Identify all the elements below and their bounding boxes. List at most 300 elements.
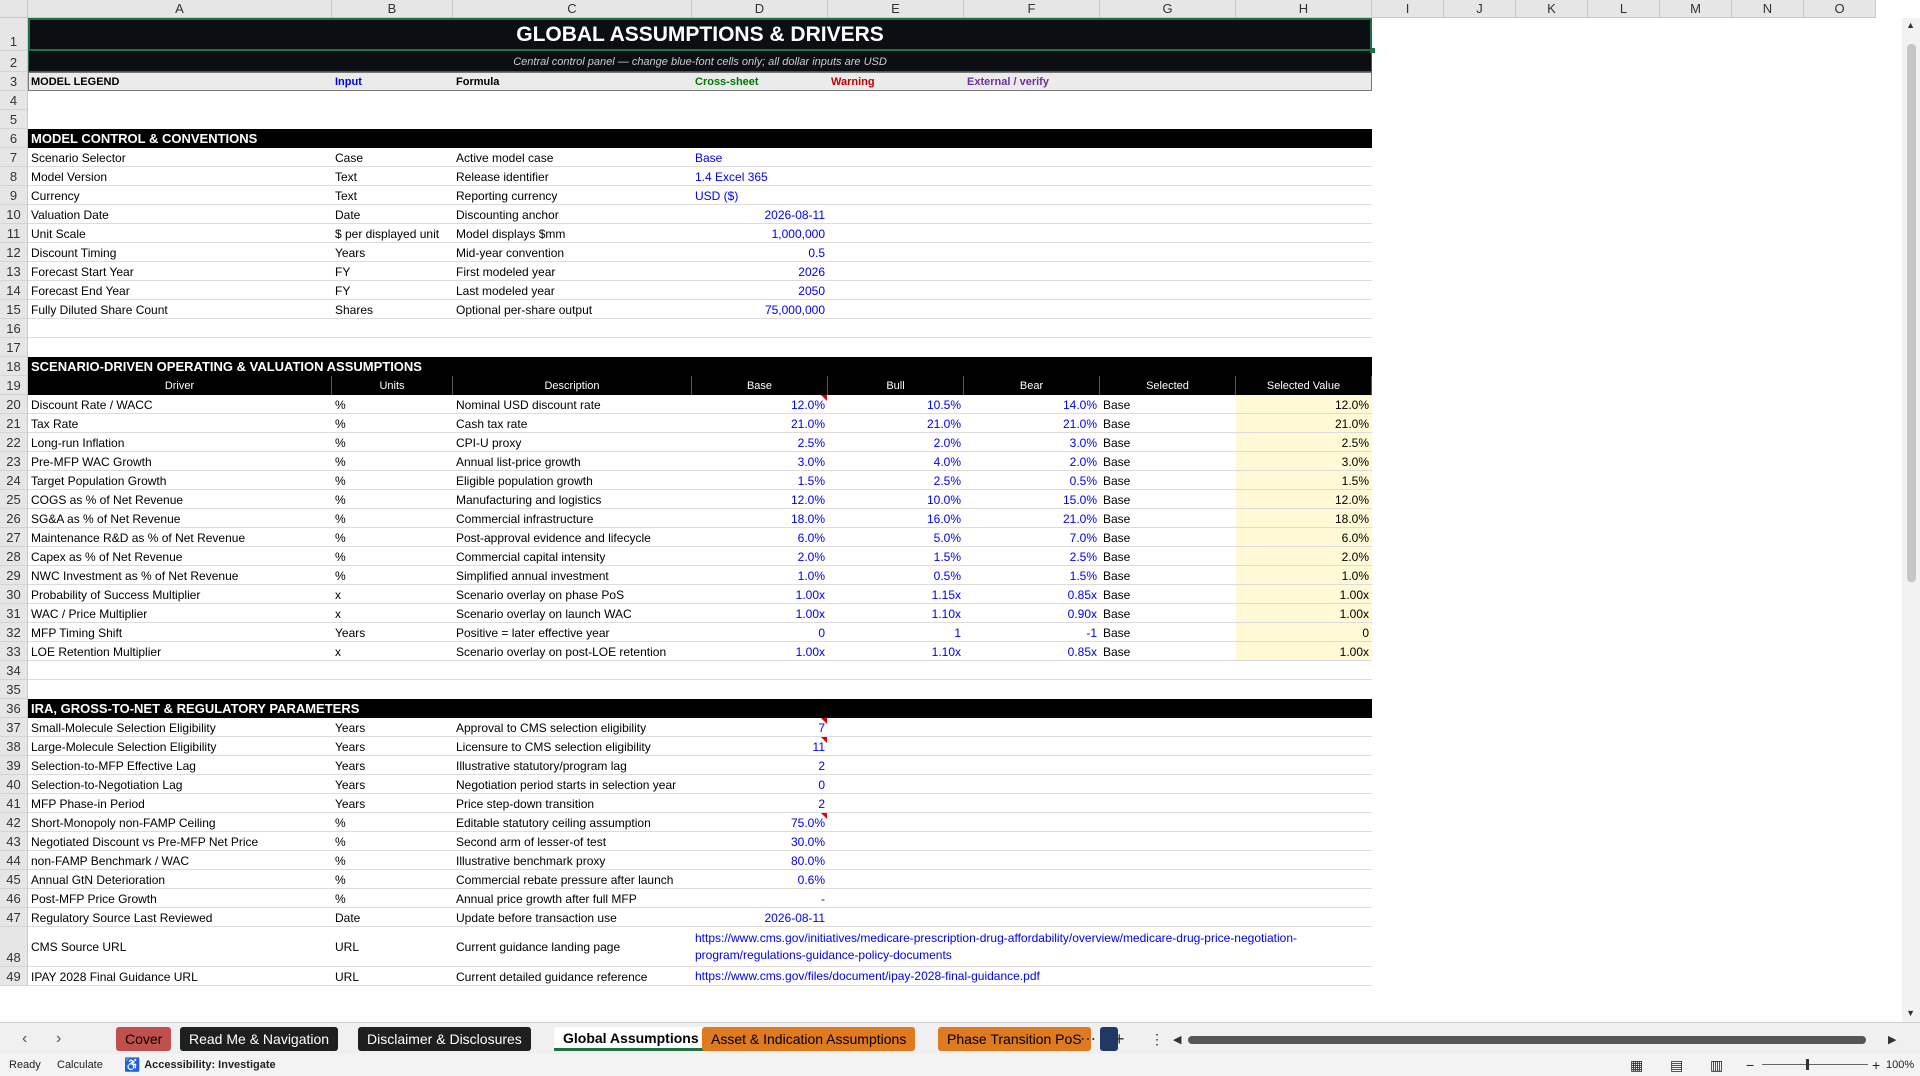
unit-cell[interactable]: %: [335, 511, 346, 526]
description-cell[interactable]: Model displays $mm: [456, 226, 566, 241]
description-cell[interactable]: Illustrative statutory/program lag: [456, 758, 627, 773]
scroll-down-icon[interactable]: ▼: [1906, 1008, 1915, 1018]
driver-name[interactable]: WAC / Price Multiplier: [31, 606, 148, 621]
row-header[interactable]: 40: [0, 775, 28, 794]
sheet-subtitle[interactable]: Central control panel — change blue-font cells only; all dollar inputs are USD: [513, 55, 887, 68]
input-value[interactable]: 0.5: [808, 245, 825, 260]
driver-name[interactable]: Pre-MFP WAC Growth: [31, 454, 152, 469]
input-value[interactable]: Base: [695, 150, 723, 165]
driver-name[interactable]: Currency: [31, 188, 80, 203]
bear-value[interactable]: 0.85x: [1067, 644, 1097, 659]
legend-formula[interactable]: Formula: [456, 75, 500, 88]
row-header[interactable]: 44: [0, 851, 28, 870]
input-value[interactable]: 2026: [798, 264, 825, 279]
bear-value[interactable]: 0.85x: [1067, 587, 1097, 602]
column-label[interactable]: Base: [692, 376, 828, 395]
description-cell[interactable]: Manufacturing and logistics: [456, 492, 602, 507]
source-url-link[interactable]: [692, 967, 1372, 986]
description-cell[interactable]: Annual list-price growth: [456, 454, 581, 469]
parameter-name[interactable]: Short-Monopoly non-FAMP Ceiling: [31, 815, 216, 830]
unit-cell[interactable]: Text: [335, 188, 358, 203]
selected-value[interactable]: 1.00x: [1339, 587, 1369, 602]
input-value[interactable]: 75,000,000: [764, 302, 825, 317]
comment-indicator-icon[interactable]: [821, 718, 827, 724]
row-header[interactable]: 47: [0, 908, 28, 927]
accessibility-status[interactable]: ♿ Accessibility: Investigate: [124, 1057, 276, 1072]
row-header[interactable]: 28: [0, 547, 28, 566]
row-header[interactable]: 38: [0, 737, 28, 756]
zoom-slider[interactable]: [1762, 1064, 1868, 1065]
row-header[interactable]: 32: [0, 623, 28, 642]
selected-value[interactable]: 6.0%: [1341, 530, 1369, 545]
description-cell[interactable]: Illustrative benchmark proxy: [456, 853, 606, 868]
column-header[interactable]: M: [1660, 0, 1732, 18]
sheet-tab[interactable]: Phase Transition PoS: [938, 1027, 1091, 1051]
description-cell[interactable]: Mid-year convention: [456, 245, 565, 260]
column-header[interactable]: F: [964, 0, 1100, 18]
row-header[interactable]: 35: [0, 680, 28, 699]
bull-value[interactable]: 10.0%: [926, 492, 961, 507]
bull-value[interactable]: 1.10x: [931, 606, 961, 621]
driver-name[interactable]: Forecast Start Year: [31, 264, 134, 279]
driver-name[interactable]: Model Version: [31, 169, 108, 184]
description-cell[interactable]: Current detailed guidance reference: [456, 969, 648, 984]
description-cell[interactable]: Editable statutory ceiling assumption: [456, 815, 651, 830]
selected-case[interactable]: Base: [1103, 473, 1131, 488]
unit-cell[interactable]: %: [335, 530, 346, 545]
description-cell[interactable]: Current guidance landing page: [456, 940, 621, 954]
comment-indicator-icon[interactable]: [821, 737, 827, 743]
row-header[interactable]: 23: [0, 452, 28, 471]
unit-cell[interactable]: %: [335, 568, 346, 583]
base-value[interactable]: 21.0%: [790, 416, 825, 431]
description-cell[interactable]: Second arm of lesser-of test: [456, 834, 607, 849]
description-cell[interactable]: Last modeled year: [456, 283, 555, 298]
row-header[interactable]: 11: [0, 224, 28, 243]
unit-cell[interactable]: %: [335, 815, 346, 830]
description-cell[interactable]: Price step-down transition: [456, 796, 595, 811]
description-cell[interactable]: Cash tax rate: [456, 416, 528, 431]
bear-value[interactable]: 2.5%: [1069, 549, 1097, 564]
selected-value[interactable]: 1.00x: [1339, 644, 1369, 659]
url-line[interactable]: program/regulations-guidance-policy-documents: [695, 948, 952, 962]
input-value[interactable]: 2026-08-11: [764, 207, 825, 222]
column-header[interactable]: O: [1804, 0, 1876, 18]
source-url-link[interactable]: [692, 927, 1372, 967]
driver-name[interactable]: SG&A as % of Net Revenue: [31, 511, 181, 526]
hscroll-right-icon[interactable]: ▶: [1888, 1033, 1897, 1046]
description-cell[interactable]: Simplified annual investment: [456, 568, 609, 583]
normal-view-icon[interactable]: ▦: [1630, 1056, 1644, 1073]
row-header[interactable]: 16: [0, 319, 28, 338]
bull-value[interactable]: 1.10x: [931, 644, 961, 659]
driver-name[interactable]: Discount Rate / WACC: [31, 397, 153, 412]
parameter-name[interactable]: Small-Molecule Selection Eligibility: [31, 720, 216, 735]
unit-cell[interactable]: Years: [335, 777, 366, 792]
selected-case[interactable]: Base: [1103, 587, 1131, 602]
row-header[interactable]: 7: [0, 148, 28, 167]
bear-value[interactable]: -1: [1086, 625, 1097, 640]
unit-cell[interactable]: %: [335, 872, 346, 887]
description-cell[interactable]: Reporting currency: [456, 188, 558, 203]
row-header[interactable]: 1: [0, 18, 28, 51]
column-label[interactable]: Driver: [28, 376, 332, 395]
unit-cell[interactable]: Years: [335, 739, 366, 754]
driver-name[interactable]: NWC Investment as % of Net Revenue: [31, 568, 239, 583]
description-cell[interactable]: Licensure to CMS selection eligibility: [456, 739, 651, 754]
unit-cell[interactable]: URL: [335, 969, 360, 984]
comment-indicator-icon[interactable]: [821, 813, 827, 819]
selected-case[interactable]: Base: [1103, 397, 1131, 412]
base-value[interactable]: 1.00x: [795, 587, 825, 602]
sheet-tab[interactable]: Read Me & Navigation: [180, 1027, 338, 1051]
column-header[interactable]: J: [1444, 0, 1516, 18]
input-value[interactable]: 0.6%: [797, 872, 825, 887]
column-label[interactable]: Description: [453, 376, 692, 395]
selected-case[interactable]: Base: [1103, 435, 1131, 450]
bull-value[interactable]: 0.5%: [933, 568, 961, 583]
legend-warning[interactable]: Warning: [831, 75, 875, 88]
unit-cell[interactable]: %: [335, 473, 346, 488]
column-header[interactable]: B: [332, 0, 453, 18]
selected-value[interactable]: 12.0%: [1334, 397, 1369, 412]
column-header[interactable]: E: [828, 0, 964, 18]
row-header[interactable]: 31: [0, 604, 28, 623]
column-label[interactable]: Bear: [964, 376, 1100, 395]
input-value[interactable]: 2050: [798, 283, 825, 298]
column-label[interactable]: Selected Value: [1236, 376, 1372, 395]
description-cell[interactable]: Post-approval evidence and lifecycle: [456, 530, 651, 545]
selected-case[interactable]: Base: [1103, 549, 1131, 564]
url-line[interactable]: https://www.cms.gov/initiatives/medicare-prescription-drug-affordability/overview/medicare-drug-price-negotiation-: [695, 931, 1298, 945]
driver-name[interactable]: Capex as % of Net Revenue: [31, 549, 183, 564]
selected-value[interactable]: 2.5%: [1341, 435, 1369, 450]
unit-cell[interactable]: Case: [335, 150, 364, 165]
unit-cell[interactable]: Years: [335, 245, 366, 260]
base-value[interactable]: 0: [818, 625, 825, 640]
selected-case[interactable]: Base: [1103, 530, 1131, 545]
input-value[interactable]: 11: [812, 739, 825, 754]
row-header[interactable]: 13: [0, 262, 28, 281]
selected-case[interactable]: Base: [1103, 511, 1131, 526]
unit-cell[interactable]: x: [335, 644, 341, 659]
unit-cell[interactable]: Date: [335, 207, 361, 222]
zoom-level[interactable]: 100%: [1886, 1059, 1915, 1071]
column-header[interactable]: I: [1372, 0, 1444, 18]
more-sheets-icon[interactable]: ⋯: [1080, 1031, 1096, 1048]
url-line[interactable]: https://www.cms.gov/files/document/ipay-2028-final-guidance.pdf: [695, 969, 1040, 983]
add-sheet-icon[interactable]: +: [1114, 1028, 1125, 1049]
row-header[interactable]: 20: [0, 395, 28, 414]
input-value[interactable]: -: [821, 891, 825, 906]
page-layout-icon[interactable]: ▤: [1670, 1056, 1684, 1073]
fill-handle[interactable]: [1370, 48, 1375, 53]
description-cell[interactable]: Commercial rebate pressure after launch: [456, 872, 674, 887]
legend-label[interactable]: MODEL LEGEND: [31, 75, 120, 88]
selected-value[interactable]: 2.0%: [1341, 549, 1369, 564]
selected-value[interactable]: 12.0%: [1334, 492, 1369, 507]
row-header[interactable]: 9: [0, 186, 28, 205]
input-value[interactable]: 7: [818, 720, 825, 735]
parameter-name[interactable]: Large-Molecule Selection Eligibility: [31, 739, 217, 754]
bull-value[interactable]: 5.0%: [933, 530, 961, 545]
selected-value[interactable]: 21.0%: [1334, 416, 1369, 431]
row-header[interactable]: 4: [0, 91, 28, 110]
description-cell[interactable]: Eligible population growth: [456, 473, 593, 488]
column-header[interactable]: H: [1236, 0, 1372, 18]
unit-cell[interactable]: FY: [335, 264, 351, 279]
column-label[interactable]: Units: [332, 376, 453, 395]
bear-value[interactable]: 15.0%: [1062, 492, 1097, 507]
base-value[interactable]: 12.0%: [790, 492, 825, 507]
row-header[interactable]: 19: [0, 376, 28, 395]
description-cell[interactable]: CPI-U proxy: [456, 435, 522, 450]
parameter-name[interactable]: IPAY 2028 Final Guidance URL: [31, 969, 198, 984]
input-value[interactable]: 2026-08-11: [764, 910, 825, 925]
unit-cell[interactable]: Text: [335, 169, 358, 184]
description-cell[interactable]: Commercial capital intensity: [456, 549, 606, 564]
driver-name[interactable]: LOE Retention Multiplier: [31, 644, 162, 659]
row-header[interactable]: 18: [0, 357, 28, 376]
bear-value[interactable]: 3.0%: [1069, 435, 1097, 450]
unit-cell[interactable]: $ per displayed unit: [335, 226, 440, 241]
column-header[interactable]: D: [692, 0, 828, 18]
unit-cell[interactable]: %: [335, 891, 346, 906]
unit-cell[interactable]: %: [335, 454, 346, 469]
bull-value[interactable]: 2.0%: [933, 435, 961, 450]
parameter-name[interactable]: Selection-to-MFP Effective Lag: [31, 758, 196, 773]
row-header[interactable]: 21: [0, 414, 28, 433]
row-header[interactable]: 42: [0, 813, 28, 832]
row-header[interactable]: 46: [0, 889, 28, 908]
unit-cell[interactable]: x: [335, 587, 341, 602]
input-value[interactable]: 2: [818, 796, 825, 811]
description-cell[interactable]: Active model case: [456, 150, 554, 165]
unit-cell[interactable]: FY: [335, 283, 351, 298]
base-value[interactable]: 1.00x: [795, 644, 825, 659]
hscroll-left-icon[interactable]: ◀: [1173, 1033, 1182, 1046]
sheet-tab[interactable]: Cover: [116, 1027, 171, 1051]
base-value[interactable]: 3.0%: [797, 454, 825, 469]
scroll-tabs-right-icon[interactable]: ›: [56, 1030, 62, 1047]
vertical-scrollbar-thumb[interactable]: [1907, 44, 1916, 582]
description-cell[interactable]: First modeled year: [456, 264, 556, 279]
column-label[interactable]: Selected: [1100, 376, 1236, 395]
selected-case[interactable]: Base: [1103, 416, 1131, 431]
row-header[interactable]: 14: [0, 281, 28, 300]
bear-value[interactable]: 21.0%: [1062, 416, 1097, 431]
row-header[interactable]: 12: [0, 243, 28, 262]
column-header[interactable]: A: [28, 0, 332, 18]
selected-case[interactable]: Base: [1103, 492, 1131, 507]
column-header[interactable]: G: [1100, 0, 1236, 18]
bear-value[interactable]: 1.5%: [1069, 568, 1097, 583]
input-value[interactable]: 75.0%: [790, 815, 825, 830]
base-value[interactable]: 1.00x: [795, 606, 825, 621]
column-header[interactable]: C: [453, 0, 692, 18]
row-header[interactable]: 41: [0, 794, 28, 813]
description-cell[interactable]: Optional per-share output: [456, 302, 593, 317]
driver-name[interactable]: Probability of Success Multiplier: [31, 587, 201, 602]
unit-cell[interactable]: %: [335, 549, 346, 564]
column-header[interactable]: L: [1588, 0, 1660, 18]
base-value[interactable]: 1.0%: [797, 568, 825, 583]
row-header[interactable]: 2: [0, 51, 28, 72]
description-cell[interactable]: Scenario overlay on phase PoS: [456, 587, 625, 602]
input-value[interactable]: 30.0%: [790, 834, 825, 849]
sheet-title[interactable]: GLOBAL ASSUMPTIONS & DRIVERS: [516, 22, 884, 46]
base-value[interactable]: 12.0%: [790, 397, 825, 412]
row-header[interactable]: 17: [0, 338, 28, 357]
row-header[interactable]: 33: [0, 642, 28, 661]
input-value[interactable]: 80.0%: [790, 853, 825, 868]
selected-value[interactable]: 1.00x: [1339, 606, 1369, 621]
unit-cell[interactable]: %: [335, 435, 346, 450]
legend-external[interactable]: External / verify: [967, 75, 1049, 88]
bull-value[interactable]: 10.5%: [926, 397, 961, 412]
row-header[interactable]: 15: [0, 300, 28, 319]
zoom-out-icon[interactable]: −: [1746, 1057, 1755, 1073]
tab-options-icon[interactable]: ⋮: [1150, 1030, 1164, 1047]
parameter-name[interactable]: Post-MFP Price Growth: [31, 891, 157, 906]
selected-case[interactable]: Base: [1103, 606, 1131, 621]
description-cell[interactable]: Negotiation period starts in selection year: [456, 777, 677, 792]
legend-cross-sheet[interactable]: Cross-sheet: [695, 75, 759, 88]
bear-value[interactable]: 21.0%: [1062, 511, 1097, 526]
base-value[interactable]: 2.0%: [797, 549, 825, 564]
driver-name[interactable]: Scenario Selector: [31, 150, 126, 165]
column-header[interactable]: K: [1516, 0, 1588, 18]
description-cell[interactable]: Scenario overlay on launch WAC: [456, 606, 632, 621]
legend-input[interactable]: Input: [335, 75, 362, 88]
driver-name[interactable]: Unit Scale: [31, 226, 86, 241]
driver-name[interactable]: Long-run Inflation: [31, 435, 125, 450]
parameter-name[interactable]: CMS Source URL: [31, 940, 127, 954]
base-value[interactable]: 18.0%: [790, 511, 825, 526]
row-header[interactable]: 26: [0, 509, 28, 528]
row-header[interactable]: 29: [0, 566, 28, 585]
description-cell[interactable]: Scenario overlay on post-LOE retention: [456, 644, 667, 659]
driver-name[interactable]: COGS as % of Net Revenue: [31, 492, 184, 507]
unit-cell[interactable]: Shares: [335, 302, 374, 317]
driver-name[interactable]: Valuation Date: [31, 207, 109, 222]
row-header[interactable]: 22: [0, 433, 28, 452]
driver-name[interactable]: Discount Timing: [31, 245, 117, 260]
driver-name[interactable]: Maintenance R&D as % of Net Revenue: [31, 530, 246, 545]
selected-case[interactable]: Base: [1103, 625, 1131, 640]
description-cell[interactable]: Commercial infrastructure: [456, 511, 594, 526]
scroll-tabs-left-icon[interactable]: ‹: [22, 1030, 28, 1047]
zoom-slider-thumb[interactable]: [1806, 1059, 1809, 1070]
bear-value[interactable]: 0.5%: [1069, 473, 1097, 488]
selected-value[interactable]: 0: [1362, 625, 1369, 640]
row-header[interactable]: 3: [0, 72, 28, 91]
parameter-name[interactable]: non-FAMP Benchmark / WAC: [31, 853, 190, 868]
base-value[interactable]: 1.5%: [797, 473, 825, 488]
row-header[interactable]: 49: [0, 967, 28, 986]
description-cell[interactable]: Release identifier: [456, 169, 549, 184]
description-cell[interactable]: Positive = later effective year: [456, 625, 610, 640]
selected-case[interactable]: Base: [1103, 454, 1131, 469]
row-header[interactable]: 6: [0, 129, 28, 148]
bear-value[interactable]: 0.90x: [1067, 606, 1097, 621]
horizontal-scrollbar[interactable]: [1188, 1036, 1866, 1044]
bull-value[interactable]: 4.0%: [933, 454, 961, 469]
description-cell[interactable]: Approval to CMS selection eligibility: [456, 720, 647, 735]
parameter-name[interactable]: Regulatory Source Last Reviewed: [31, 910, 213, 925]
sheet-tab[interactable]: Disclaimer & Disclosures: [358, 1027, 531, 1051]
parameter-name[interactable]: Annual GtN Deterioration: [31, 872, 166, 887]
bull-value[interactable]: 1.15x: [931, 587, 961, 602]
row-header[interactable]: 39: [0, 756, 28, 775]
zoom-in-icon[interactable]: +: [1872, 1057, 1881, 1073]
unit-cell[interactable]: x: [335, 606, 341, 621]
base-value[interactable]: 2.5%: [797, 435, 825, 450]
unit-cell[interactable]: Years: [335, 796, 366, 811]
column-header[interactable]: N: [1732, 0, 1804, 18]
row-header[interactable]: 48: [0, 927, 28, 967]
input-value[interactable]: 1.4 Excel 365: [695, 169, 768, 184]
driver-name[interactable]: MFP Timing Shift: [31, 625, 123, 640]
bull-value[interactable]: 21.0%: [926, 416, 961, 431]
unit-cell[interactable]: %: [335, 834, 346, 849]
description-cell[interactable]: Update before transaction use: [456, 910, 617, 925]
comment-indicator-icon[interactable]: [821, 395, 827, 401]
sheet-tab[interactable]: Global Assumptions: [554, 1027, 708, 1051]
description-cell[interactable]: Nominal USD discount rate: [456, 397, 601, 412]
unit-cell[interactable]: URL: [335, 940, 360, 954]
row-header[interactable]: 43: [0, 832, 28, 851]
bull-value[interactable]: 1: [954, 625, 961, 640]
unit-cell[interactable]: %: [335, 397, 346, 412]
row-header[interactable]: 10: [0, 205, 28, 224]
input-value[interactable]: 0: [818, 777, 825, 792]
parameter-name[interactable]: Negotiated Discount vs Pre-MFP Net Price: [31, 834, 259, 849]
row-header[interactable]: 30: [0, 585, 28, 604]
selected-value[interactable]: 3.0%: [1341, 454, 1369, 469]
row-header[interactable]: 27: [0, 528, 28, 547]
bull-value[interactable]: 16.0%: [926, 511, 961, 526]
row-header[interactable]: 5: [0, 110, 28, 129]
selected-value[interactable]: 1.5%: [1341, 473, 1369, 488]
driver-name[interactable]: Tax Rate: [31, 416, 79, 431]
selected-value[interactable]: 1.0%: [1341, 568, 1369, 583]
base-value[interactable]: 6.0%: [797, 530, 825, 545]
bear-value[interactable]: 7.0%: [1069, 530, 1097, 545]
row-header[interactable]: 25: [0, 490, 28, 509]
unit-cell[interactable]: Date: [335, 910, 361, 925]
column-label[interactable]: Bull: [828, 376, 964, 395]
selected-value[interactable]: 18.0%: [1334, 511, 1369, 526]
scroll-up-icon[interactable]: ▲: [1906, 20, 1915, 30]
parameter-name[interactable]: Selection-to-Negotiation Lag: [31, 777, 183, 792]
unit-cell[interactable]: Years: [335, 720, 366, 735]
driver-name[interactable]: Fully Diluted Share Count: [31, 302, 168, 317]
selected-case[interactable]: Base: [1103, 644, 1131, 659]
row-header[interactable]: 8: [0, 167, 28, 186]
calculate-button[interactable]: Calculate: [57, 1059, 103, 1071]
selected-case[interactable]: Base: [1103, 568, 1131, 583]
bull-value[interactable]: 1.5%: [933, 549, 961, 564]
unit-cell[interactable]: Years: [335, 758, 366, 773]
driver-name[interactable]: Target Population Growth: [31, 473, 167, 488]
input-value[interactable]: USD ($): [695, 188, 739, 203]
sheet-tab[interactable]: Asset & Indication Assumptions: [702, 1027, 915, 1051]
description-cell[interactable]: Annual price growth after full MFP: [456, 891, 637, 906]
row-header[interactable]: 24: [0, 471, 28, 490]
row-header[interactable]: 36: [0, 699, 28, 718]
driver-name[interactable]: Forecast End Year: [31, 283, 130, 298]
